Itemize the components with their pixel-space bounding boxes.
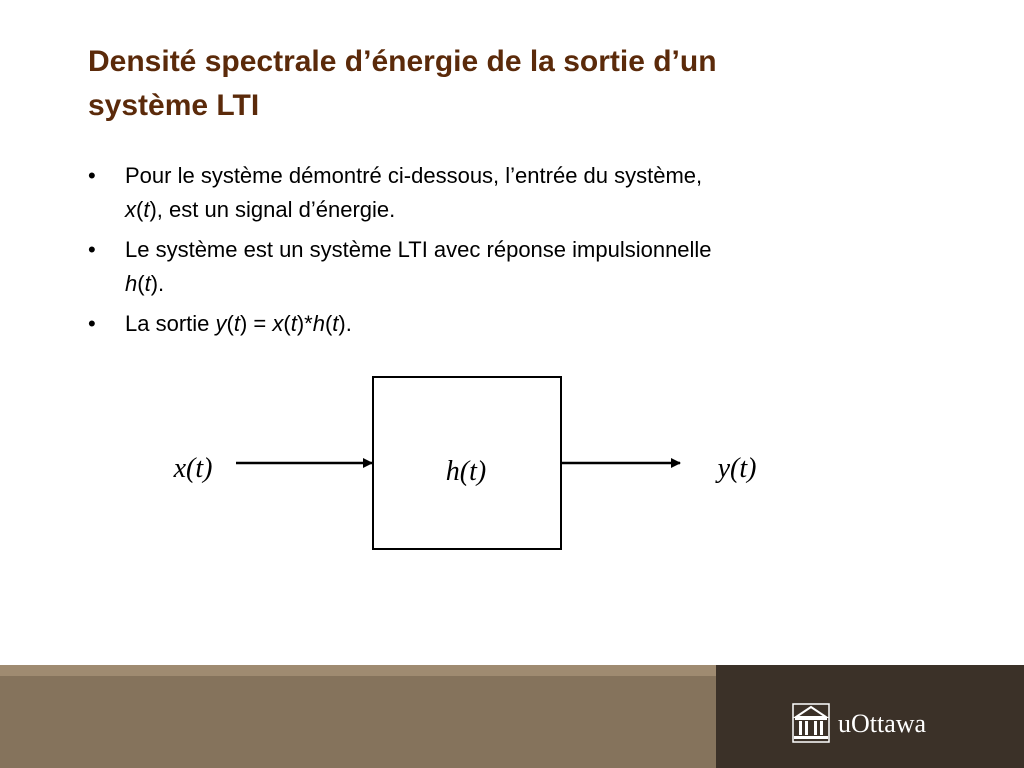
bullet-dot: • [88, 237, 96, 262]
math-paren: ( [324, 311, 333, 336]
university-logo-text: uOttawa [838, 709, 927, 738]
bullet-text-end: ). [338, 311, 352, 336]
math-paren: ( [136, 197, 144, 222]
math-paren: ( [137, 271, 145, 296]
math-symbol: y [215, 311, 227, 336]
bullet-text: Pour le système démontré ci-dessous, l’entrée du système, [125, 163, 703, 188]
bullet-text: Le système est un système LTI avec réponse impulsionnelle [125, 237, 712, 262]
math-symbol: t [332, 311, 339, 336]
math-symbol: h [312, 311, 325, 336]
bullet-dot: • [88, 163, 96, 188]
math-operator: )* [296, 311, 313, 336]
bullet-text-end: ), est un signal d’énergie. [149, 197, 396, 222]
math-paren: ( [283, 311, 291, 336]
input-signal-label: x(t) [173, 453, 213, 484]
slide-title-line-1: Densité spectrale d’énergie de la sortie d’un [88, 45, 717, 78]
math-symbol: x [272, 311, 284, 336]
math-symbol: t [233, 311, 240, 336]
system-response-label: h(t) [445, 456, 487, 487]
math-symbol: t [290, 311, 297, 336]
university-building-icon [792, 703, 830, 743]
bullet-text: La sortie [125, 311, 216, 336]
bullet-dot: • [88, 311, 96, 336]
math-symbol: t [143, 197, 150, 222]
bullet-text-end: ). [150, 271, 165, 296]
math-symbol: x [125, 197, 136, 222]
slide-title-line-2: système LTI [88, 89, 260, 122]
math-paren: ( [226, 311, 234, 336]
math-symbol: t [144, 271, 151, 296]
math-operator: ) = [239, 311, 273, 336]
output-signal-label: y(t) [717, 453, 757, 484]
math-symbol: h [125, 271, 138, 296]
